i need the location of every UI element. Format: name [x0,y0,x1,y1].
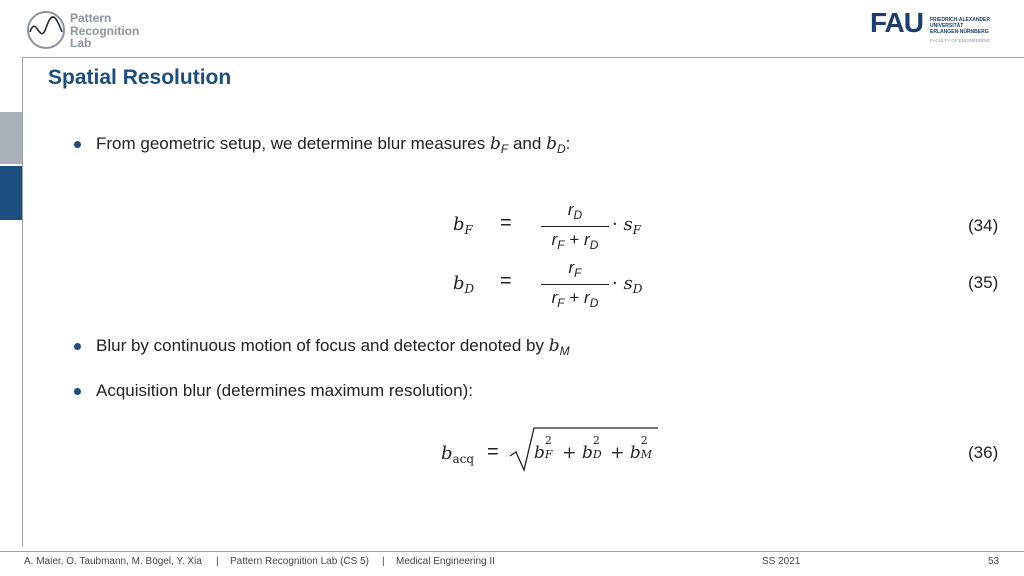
footer-course: Medical Engineering II [396,556,495,567]
footer-divider [0,551,1024,552]
equation-number: (36) [968,443,999,462]
footer-lab: Pattern Recognition Lab (CS 5) [230,556,369,567]
slide-title: Spatial Resolution [48,66,232,89]
side-tab-current [0,166,22,220]
bullet-dot [74,141,81,148]
fau-logo [870,8,1010,48]
header-divider [22,57,1024,58]
side-tab-previous [0,112,22,164]
equation-number: (35) [968,273,999,292]
footer-authors: A. Maier, O. Taubmann, M. Bögel, Y. Xia [24,556,202,567]
lab-logo-text: Pattern Recognition Lab [70,11,140,50]
footer-separator: | [382,556,385,567]
fraction-bar [541,284,609,285]
fau-mark: FAU [870,7,923,38]
lab-logo-icon [26,10,66,50]
fau-faculty: FACULTY OF ENGINEERING [930,38,991,43]
bullet-dot [74,388,81,395]
bullet-text: From geometric setup, we determine blur measures $b_F$ and $b_D$: [96,134,571,156]
bullet-dot [74,343,81,350]
fraction-bar [541,226,609,227]
fau-university-name: FRIEDRICH-ALEXANDER UNIVERSITÄT ERLANGEN-NÜRNBERG [930,17,990,35]
equation-number: (34) [968,216,999,235]
left-divider [22,57,23,547]
footer-separator: | [216,556,219,567]
lab-logo [26,10,186,54]
footer-term: SS 2021 [762,556,801,567]
bullet-text: Blur by continuous motion of focus and detector denoted by $b_M$ [96,336,570,358]
footer-page-number: 53 [988,556,1000,567]
bullet-text: Acquisition blur (determines maximum resolution): [96,381,473,400]
